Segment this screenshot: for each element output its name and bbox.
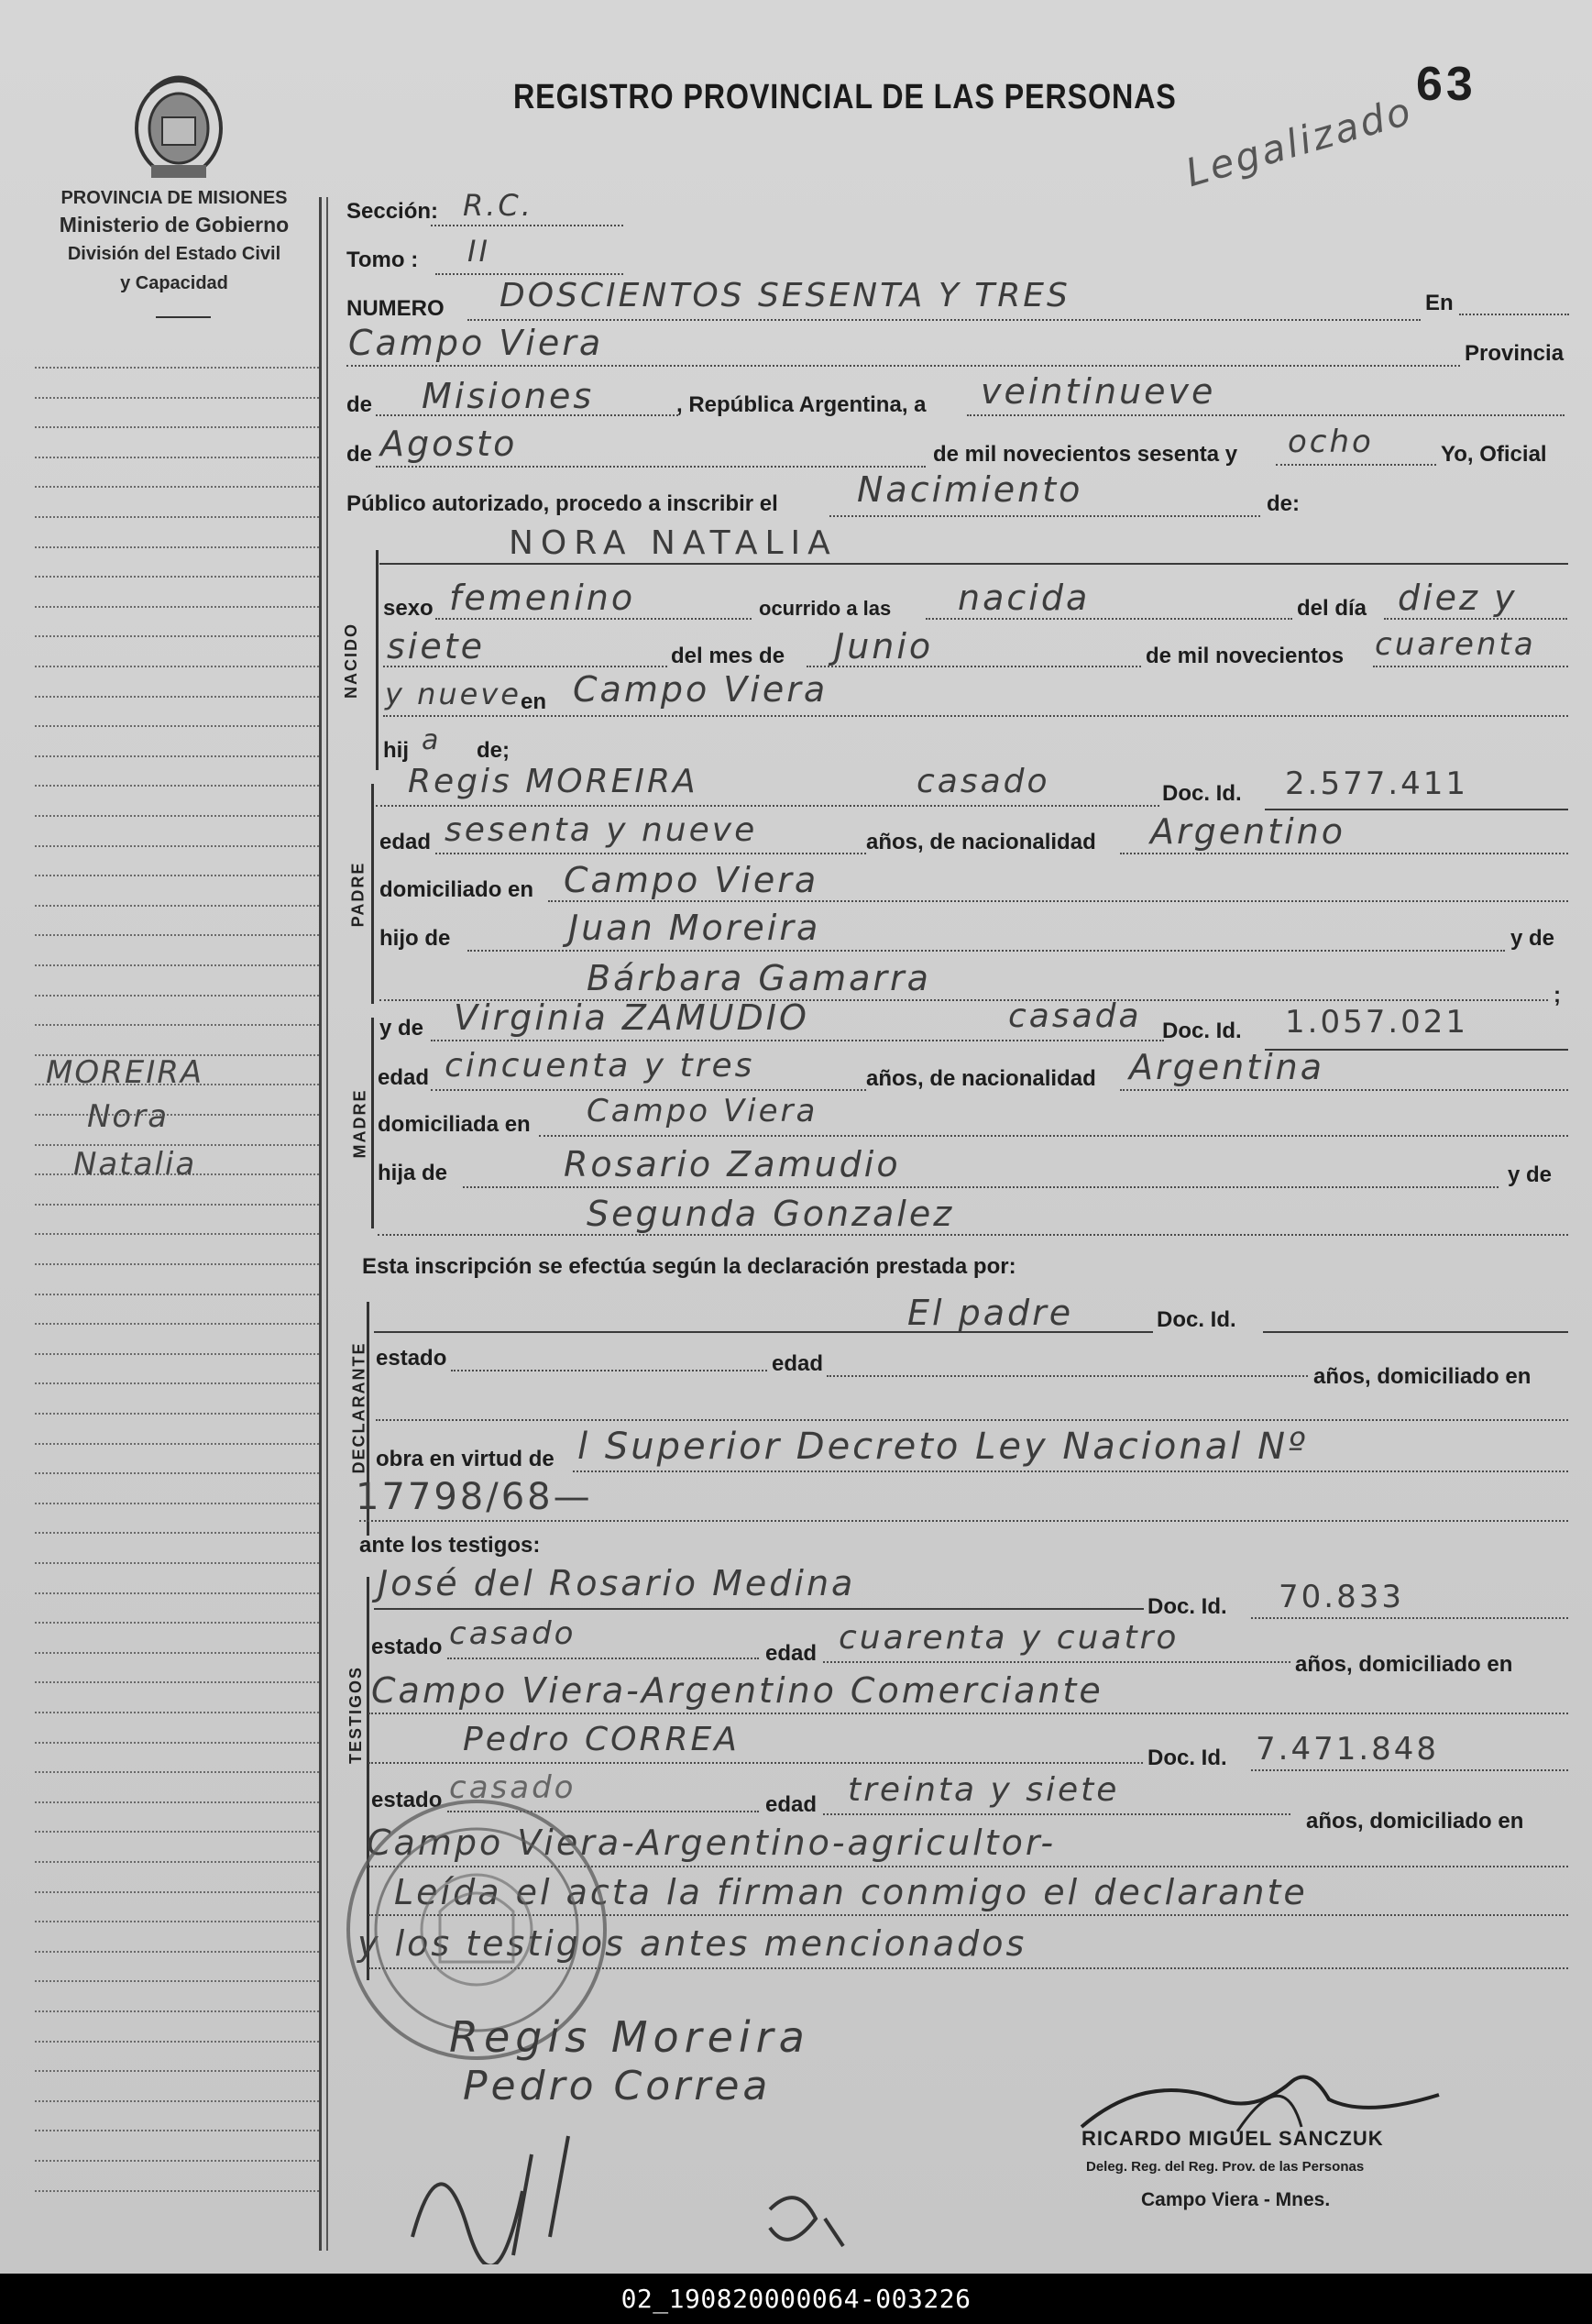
- cierre-b: y los testigos antes mencionados: [357, 1923, 1027, 1964]
- margin-ruled-line: [35, 785, 319, 787]
- hora-line: [926, 618, 1292, 620]
- official-role: Deleg. Reg. del Reg. Prov. de las Personas: [1086, 2159, 1365, 2175]
- padre-padre-de-line: [467, 950, 1505, 952]
- margin-ruled-line: [35, 815, 319, 817]
- acto-value: Nacimiento: [857, 469, 1083, 510]
- tomo-value: II: [467, 234, 490, 269]
- margin-ruled-line: [35, 1263, 319, 1265]
- t1-edad-label: edad: [765, 1641, 818, 1666]
- madre-madre-de-line: [378, 1234, 1568, 1236]
- numero-label: NUMERO: [346, 296, 445, 321]
- margin-ruled-line: [35, 1622, 319, 1624]
- margin-ruled-line: [35, 397, 319, 399]
- lugar-line: [346, 365, 1460, 367]
- margin-ruled-line: [35, 696, 319, 698]
- margin-ruled-line: [35, 725, 319, 727]
- margin-ruled-line: [35, 1891, 319, 1893]
- testigos-section-label: TESTIGOS: [346, 1665, 366, 1765]
- dia-line-b: [383, 666, 667, 667]
- margin-ruled-line: [35, 1532, 319, 1534]
- mil-label: de mil novecientos sesenta y: [933, 442, 1238, 467]
- provincia-label: Provincia: [1465, 341, 1565, 366]
- margin-ruled-line: [35, 486, 319, 488]
- obra-value-b: 17798/68—: [356, 1476, 593, 1518]
- anio-value: ocho: [1288, 424, 1374, 460]
- legalized-annotation: Legalizado: [1180, 87, 1418, 196]
- margin-ruled-line: [35, 2130, 319, 2131]
- madre-anios-label: años, de nacionalidad: [866, 1066, 1096, 1091]
- signature-witness: Pedro Correa: [463, 2063, 772, 2109]
- madre-nombre: Virginia ZAMUDIO: [454, 997, 809, 1038]
- padre-nacionalidad-line: [1120, 853, 1568, 854]
- madre-domicilio-value: Campo Viera: [587, 1093, 818, 1129]
- dia-value-b: siete: [387, 626, 486, 666]
- padre-nacionalidad: Argentino: [1150, 811, 1345, 852]
- official-place: Campo Viera - Mnes.: [1141, 2189, 1331, 2210]
- padre-hijo-label: hijo de: [379, 926, 451, 951]
- t2-estado-value: casado: [449, 1769, 576, 1806]
- padre-padre-de: Juan Moreira: [568, 908, 821, 948]
- de2-label: de: [346, 442, 373, 467]
- nacido-mes-line: [807, 666, 1141, 667]
- margin-ruled-line: [35, 1712, 319, 1713]
- cierre-a: Leída el acta la firman conmigo el declarante: [394, 1872, 1308, 1912]
- t2-edad-value: treinta y siete: [848, 1771, 1120, 1809]
- declarante-intro: Esta inscripción se efectúa según la declaración prestada por:: [362, 1254, 1016, 1279]
- margin-ruled-line: [35, 2070, 319, 2072]
- nacido-nombre-line: [379, 563, 1568, 565]
- declarante-nombre: El padre: [907, 1293, 1074, 1333]
- dia-line-a: [1384, 618, 1567, 620]
- province-name: PROVINCIA DE MISIONES: [60, 188, 288, 208]
- t1-anios-label: años, domiciliado en: [1295, 1652, 1513, 1677]
- anio-value-a: cuarenta: [1375, 626, 1536, 663]
- t1-estado-value: casado: [449, 1615, 576, 1652]
- margin-ruled-line: [35, 635, 319, 637]
- margin-ruled-line: [35, 845, 319, 847]
- madre-estado-civil: casada: [1008, 997, 1142, 1035]
- del-mes-label: del mes de: [671, 644, 785, 668]
- madre-domicilio-label: domiciliada en: [378, 1112, 531, 1137]
- margin-ruled-line: [35, 426, 319, 428]
- t2-estado-label: estado: [371, 1788, 443, 1812]
- madre-doc-label: Doc. Id.: [1162, 1019, 1242, 1043]
- seccion-line: [431, 225, 623, 226]
- numero-value: DOSCIENTOS SESENTA Y TRES: [500, 277, 1070, 314]
- obra-label: obra en virtud de: [376, 1447, 554, 1471]
- margin-ruled-line: [35, 1921, 319, 1922]
- yo-label: Yo, Oficial: [1441, 442, 1547, 467]
- margin-ruled-line: [35, 964, 319, 966]
- margin-ruled-line: [35, 1204, 319, 1206]
- anio-value-b: y nueve: [385, 677, 522, 711]
- margin-note-name2: Natalia: [73, 1146, 197, 1183]
- obra-value-a: l Superior Decreto Ley Nacional Nº: [577, 1426, 1308, 1468]
- obra-line-b: [359, 1520, 1568, 1522]
- margin-ruled-line: [35, 1294, 319, 1295]
- padre-nombre-line: [376, 805, 1159, 807]
- nacido-mil-label: de mil novecientos: [1146, 644, 1345, 668]
- padre-bracket: [371, 784, 374, 1004]
- mes-line: [376, 466, 926, 468]
- margin-ruled-line: [35, 576, 319, 578]
- declarante-section-label: DECLARANTE: [349, 1341, 368, 1474]
- lugar-value: Campo Viera: [348, 323, 604, 363]
- padre-estado-civil: casado: [917, 763, 1050, 800]
- en-label: En: [1425, 291, 1454, 315]
- padre-madre-de: Bárbara Gamarra: [587, 958, 931, 998]
- margin-ruled-line: [35, 1323, 319, 1325]
- margin-ruled-line: [35, 367, 319, 369]
- padre-anios-label: años, de nacionalidad: [866, 830, 1096, 854]
- del-dia-label: del día: [1297, 596, 1367, 621]
- page-number: 63: [1416, 58, 1477, 111]
- t1-estado-label: estado: [371, 1635, 443, 1659]
- t1-doc-label: Doc. Id.: [1147, 1594, 1227, 1619]
- margin-ruled-line: [35, 2100, 319, 2102]
- document-footer-code: 02_190820000064-003226: [0, 2274, 1592, 2324]
- hij-de-label: de;: [477, 738, 510, 763]
- madre-nacionalidad: Argentina: [1129, 1047, 1325, 1087]
- declarante-anios-label: años, domiciliado en: [1313, 1364, 1532, 1389]
- ocurrido-label: ocurrido a las: [759, 597, 892, 620]
- numero-line: [467, 319, 1421, 321]
- padre-y-de-label: y de: [1510, 926, 1555, 951]
- republica-label: , República Argentina, a: [676, 392, 927, 417]
- nacido-en-label: en: [521, 689, 547, 714]
- margin-ruled-line: [35, 1951, 319, 1953]
- t2-edad-line: [823, 1813, 1290, 1815]
- acto-line: [829, 515, 1260, 517]
- padre-nombre: Regis MOREIRA: [408, 763, 698, 800]
- t2-doc-label: Doc. Id.: [1147, 1746, 1227, 1770]
- t1-estado-line: [447, 1658, 759, 1659]
- t1-edad-value: cuarenta y cuatro: [839, 1619, 1180, 1657]
- division-capacity: y Capacidad: [120, 273, 228, 293]
- t2-nombre-line: [368, 1762, 1143, 1764]
- t1-edad-line: [823, 1661, 1290, 1663]
- margin-ruled-line: [35, 995, 319, 997]
- madre-nombre-line: [431, 1040, 1164, 1041]
- margin-ruled-line: [35, 1861, 319, 1863]
- header-rule: [156, 316, 211, 318]
- declarante-edad-line: [827, 1375, 1308, 1377]
- margin-ruled-line: [35, 1503, 319, 1504]
- madre-doc-value: 1.057.021: [1285, 1004, 1469, 1041]
- margin-ruled-line: [35, 1413, 319, 1415]
- province-coat-of-arms-icon: [124, 64, 234, 182]
- nacido-mes-value: Junio: [834, 626, 934, 666]
- nacido-bracket: [376, 550, 379, 770]
- t2-domicilio: Campo Viera-Argentino-agricultor-: [367, 1823, 1057, 1863]
- nacido-nombre: NORA NATALIA: [509, 524, 838, 562]
- signature-father: Regis Moreira: [449, 2012, 810, 2062]
- padre-section-label: PADRE: [348, 861, 368, 928]
- sexo-label: sexo: [383, 596, 434, 621]
- provincia-line: [376, 414, 678, 416]
- margin-ruled-line: [35, 1980, 319, 1982]
- padre-domicilio-label: domiciliado en: [379, 877, 534, 902]
- dia-line: [967, 414, 1565, 416]
- padre-domicilio-value: Campo Viera: [564, 860, 819, 900]
- padre-doc-line: [1265, 809, 1568, 810]
- sexo-value: femenino: [449, 578, 636, 618]
- tomo-line: [435, 273, 623, 275]
- margin-ruled-line: [35, 1831, 319, 1833]
- dia-value-a: diez y: [1398, 578, 1518, 618]
- declarante-doc-line: [1263, 1331, 1568, 1333]
- margin-ruled-line: [35, 2041, 319, 2043]
- margin-ruled-line: [35, 1382, 319, 1384]
- t2-doc-line: [1251, 1769, 1568, 1771]
- margin-ruled-line: [35, 1592, 319, 1594]
- margin-ruled-line: [35, 1742, 319, 1744]
- declarante-nombre-line: [374, 1331, 1153, 1333]
- madre-section-label: MADRE: [350, 1088, 369, 1159]
- t1-nombre: José del Rosario Medina: [378, 1563, 856, 1603]
- margin-ruled-line: [35, 457, 319, 458]
- margin-ruled-line: [35, 905, 319, 907]
- padre-semicolon: ;: [1554, 983, 1561, 1008]
- padre-edad-value: sesenta y nueve: [445, 811, 758, 849]
- madre-edad-value: cincuenta y tres: [445, 1047, 755, 1085]
- margin-ruled-line: [35, 1681, 319, 1683]
- hora-value: nacida: [958, 578, 1091, 618]
- margin-note-surname: MOREIRA: [46, 1054, 204, 1091]
- t1-nombre-line: [374, 1608, 1144, 1610]
- seccion-value: R.C.: [463, 188, 533, 223]
- division-name: División del Estado Civil: [67, 244, 281, 264]
- declarante-estado-line: [451, 1370, 767, 1371]
- hij-label: hij: [383, 738, 409, 763]
- margin-note-name1: Nora: [87, 1098, 170, 1135]
- padre-doc-value: 2.577.411: [1285, 765, 1469, 802]
- publico-label: Público autorizado, procedo a inscribir el: [346, 491, 778, 516]
- madre-domicilio-line: [539, 1135, 1568, 1137]
- declarante-domicilio-line: [376, 1419, 1568, 1421]
- madre-y-de-label: y de: [379, 1016, 424, 1041]
- declarante-doc-label: Doc. Id.: [1157, 1307, 1236, 1332]
- margin-ruled-line: [35, 1024, 319, 1026]
- margin-ruled-line: [35, 2160, 319, 2162]
- padre-doc-label: Doc. Id.: [1162, 781, 1242, 806]
- margin-divider-line: [319, 197, 322, 2251]
- madre-nacionalidad-line: [1120, 1089, 1568, 1091]
- margin-ruled-line: [35, 2010, 319, 2012]
- declarante-estado-label: estado: [376, 1346, 447, 1371]
- madre-padre-de: Rosario Zamudio: [564, 1144, 901, 1184]
- provincia-value: Misiones: [422, 376, 595, 416]
- t1-domicilio: Campo Viera-Argentino Comerciante: [371, 1670, 1103, 1711]
- margin-ruled-line: [35, 1771, 319, 1773]
- margin-ruled-line: [35, 516, 319, 518]
- t2-anios-label: años, domiciliado en: [1306, 1809, 1524, 1834]
- padre-domicilio-line: [548, 900, 1568, 902]
- margin-ruled-line: [35, 1562, 319, 1564]
- official-name: RICARDO MIGUEL SANCZUK: [1081, 2127, 1384, 2150]
- madre-y-de-label-2: y de: [1508, 1162, 1553, 1187]
- padre-edad-line: [435, 853, 866, 854]
- sexo-line: [435, 618, 752, 620]
- testigos-intro: ante los testigos:: [359, 1533, 541, 1558]
- anio-line-a: [1373, 666, 1568, 667]
- madre-edad-label: edad: [378, 1065, 430, 1090]
- dia-value: veintinueve: [981, 371, 1216, 412]
- t1-domicilio-line: [368, 1713, 1568, 1714]
- margin-ruled-line: [35, 2190, 319, 2192]
- margin-ruled-line: [35, 546, 319, 548]
- obra-line-a: [573, 1470, 1568, 1472]
- anio-line: [1276, 464, 1436, 466]
- t2-doc-value: 7.471.848: [1256, 1731, 1440, 1768]
- t1-doc-line: [1251, 1617, 1568, 1619]
- nacido-lugar-line: [383, 715, 1568, 717]
- margin-ruled-line: [35, 1801, 319, 1803]
- nacido-section-label: NACIDO: [342, 622, 360, 699]
- margin-ruled-line: [35, 934, 319, 936]
- margin-ruled-line: [35, 666, 319, 667]
- margin-ruled-line: [35, 1443, 319, 1445]
- declarante-edad-label: edad: [772, 1351, 824, 1376]
- ministry-name: Ministerio de Gobierno: [59, 213, 290, 237]
- margin-ruled-line: [35, 606, 319, 608]
- madre-padre-de-line: [463, 1186, 1499, 1188]
- en-line: [1459, 314, 1569, 315]
- madre-edad-line: [431, 1089, 866, 1091]
- margin-divider-line-inner: [326, 197, 328, 2251]
- hij-value: a: [422, 724, 442, 756]
- madre-hija-label: hija de: [378, 1161, 448, 1185]
- page-title: REGISTRO PROVINCIAL DE LAS PERSONAS: [513, 78, 1177, 116]
- padre-edad-label: edad: [379, 830, 432, 854]
- margin-ruled-line: [35, 1472, 319, 1474]
- margin-ruled-lines: [35, 367, 319, 2237]
- madre-madre-de: Segunda Gonzalez: [587, 1194, 955, 1234]
- t1-doc-value: 70.833: [1279, 1579, 1404, 1615]
- margin-ruled-line: [35, 755, 319, 757]
- mes-value: Agosto: [380, 424, 518, 464]
- madre-bracket: [371, 1018, 374, 1228]
- seccion-label: Sección:: [346, 199, 439, 224]
- t2-edad-label: edad: [765, 1792, 818, 1817]
- de3-label: de:: [1267, 491, 1300, 516]
- nacido-lugar-value: Campo Viera: [573, 669, 829, 710]
- tomo-label: Tomo :: [346, 248, 419, 272]
- de-label: de: [346, 392, 373, 417]
- witness-signature-scrawl-icon: [385, 2081, 953, 2264]
- margin-ruled-line: [35, 875, 319, 876]
- margin-ruled-line: [35, 1233, 319, 1235]
- margin-ruled-line: [35, 1114, 319, 1116]
- t2-nombre: Pedro CORREA: [463, 1721, 740, 1758]
- margin-ruled-line: [35, 1353, 319, 1355]
- margin-ruled-line: [35, 1652, 319, 1654]
